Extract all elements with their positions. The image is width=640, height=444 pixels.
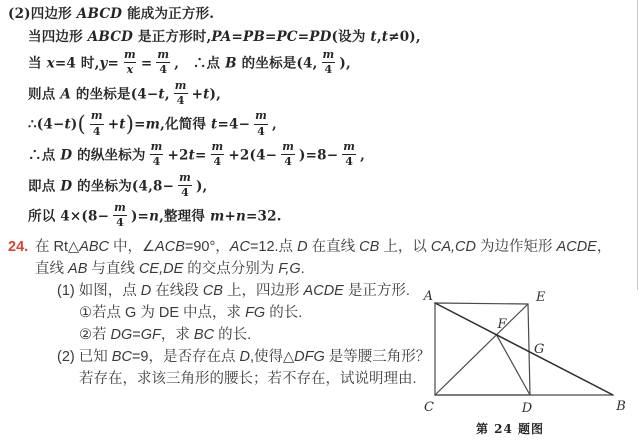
- text-run: ,整理得: [159, 208, 210, 225]
- math-var: t: [370, 29, 377, 45]
- text-run: ②若: [79, 327, 111, 343]
- text-run: 若存在，求该三角形的腰长；若不存在，试说明理由.: [79, 371, 417, 387]
- math-var: DG: [110, 327, 133, 343]
- math-var: PA: [211, 29, 232, 45]
- text-run: 是正方形时,: [133, 29, 212, 45]
- text-run: =4 时,: [54, 55, 100, 72]
- math-var: D: [297, 239, 308, 255]
- math-var: m: [209, 208, 225, 225]
- math-var: CA,CD: [430, 239, 476, 255]
- solution-line: [8, 50, 453, 78]
- solution-line: [8, 4, 453, 24]
- solution-line: [8, 170, 453, 201]
- text-run: ∴点: [28, 147, 61, 164]
- fraction: $\frac{m}{4}$: [90, 109, 103, 138]
- fraction: $\frac{m}{4}$: [157, 48, 170, 77]
- fraction: $\frac{m}{4}$: [322, 48, 335, 77]
- fraction: $\frac{m}{x}$: [124, 48, 136, 77]
- solution-line: [8, 203, 453, 231]
- problem-line: [8, 239, 636, 255]
- text-run: =12.点: [249, 239, 298, 255]
- problem-line: [8, 261, 636, 277]
- text-run: 的长.: [265, 305, 303, 321]
- fraction: $\frac{m}{4}$: [282, 139, 295, 169]
- math-var: ABCD: [76, 6, 123, 22]
- text-run: (1) 如图，点: [57, 283, 141, 299]
- text-run: (2)四边形: [8, 6, 77, 22]
- text-run: ∴(4−: [28, 116, 65, 133]
- math-var: GF: [140, 327, 161, 343]
- text-run: 当四边形: [28, 29, 88, 45]
- text-run: 在线段: [151, 283, 203, 299]
- vertex-label-D: D: [521, 401, 533, 416]
- math-var: D: [140, 283, 152, 299]
- math-var: ACDE: [556, 239, 597, 255]
- math-var: ABC: [79, 239, 110, 255]
- big-paren: (: [77, 111, 86, 136]
- text-run: 即点: [28, 177, 61, 194]
- text-run: ,: [271, 116, 277, 133]
- text-run: ,: [164, 85, 170, 102]
- text-run: 的交点分别为: [183, 261, 279, 277]
- fraction: $\frac{m}{4}$: [179, 170, 191, 199]
- math-var: BC: [193, 327, 215, 343]
- text-run: 的纵坐标为: [72, 147, 146, 164]
- math-var: CE,DE: [138, 261, 184, 277]
- text-run: =: [195, 147, 207, 164]
- fraction: $\frac{m}{4}$: [150, 139, 163, 169]
- text-run: +2: [167, 147, 189, 164]
- math-var: t: [119, 116, 126, 133]
- text-run: ≠0),: [388, 29, 421, 45]
- text-run: )=: [130, 208, 150, 225]
- math-var: A: [60, 85, 71, 102]
- text-run: =: [132, 327, 141, 343]
- text-run: )=8−: [299, 147, 339, 164]
- figure-caption: 第 24 题图: [475, 422, 545, 436]
- text-run: =: [140, 55, 153, 72]
- vertex-label-G: G: [534, 342, 545, 357]
- text-run: +: [107, 116, 120, 133]
- solution-block: [8, 4, 453, 234]
- math-var: y: [99, 55, 108, 72]
- text-run: ),: [195, 177, 208, 194]
- math-var: n: [236, 208, 247, 225]
- text-run: 与直线: [87, 261, 139, 277]
- text-run: 是等腰三角形？: [324, 349, 431, 365]
- math-var: PD: [309, 29, 332, 45]
- text-run: =4−: [217, 116, 251, 133]
- text-run: 中，∠: [109, 239, 156, 255]
- solution-line: [8, 78, 453, 109]
- text-run: ),: [339, 55, 351, 72]
- math-var: x: [46, 55, 55, 72]
- vertex-label-C: C: [424, 400, 434, 415]
- solution-line: [8, 139, 453, 170]
- text-run: +2(4−: [228, 147, 278, 164]
- math-var: D: [239, 349, 250, 365]
- page-edge-line: [637, 0, 638, 290]
- math-var: CB: [202, 283, 223, 299]
- text-run: ,: [376, 29, 382, 45]
- text-run: 当: [28, 55, 47, 72]
- solution-line: [8, 111, 453, 139]
- math-var: t: [158, 85, 165, 102]
- text-run: +: [191, 85, 204, 102]
- math-var: n: [149, 208, 160, 225]
- problem-number: 24.: [8, 239, 29, 255]
- math-var: ACDE: [303, 283, 344, 299]
- text-run: =: [264, 29, 277, 45]
- text-run: 的坐标是(4−: [71, 85, 159, 102]
- text-run: =: [134, 116, 146, 133]
- text-run: 的长.: [214, 327, 252, 343]
- fraction: $\frac{m}{4}$: [211, 139, 224, 169]
- text-run: 的坐标为(4,8−: [72, 177, 175, 194]
- text-run: 是正方形.: [343, 283, 410, 299]
- text-run: 则点: [28, 85, 61, 102]
- text-run: =: [107, 55, 120, 72]
- text-run: ,使得△: [249, 349, 295, 365]
- text-run: ，求: [160, 327, 194, 343]
- line-CE: [435, 304, 528, 395]
- text-run: ): [70, 116, 78, 133]
- text-run: ,化简得: [160, 116, 212, 133]
- text-run: =: [297, 29, 310, 45]
- figure-24-diagram: [415, 283, 640, 443]
- text-run: =9，是否存在点: [131, 349, 240, 365]
- vertex-label-B: B: [616, 399, 626, 414]
- math-var: AB: [68, 261, 88, 277]
- math-var: ABCD: [87, 29, 134, 45]
- fraction: $\frac{m}{4}$: [174, 78, 187, 107]
- math-var: t: [188, 147, 196, 164]
- vertex-label-F: F: [497, 317, 507, 332]
- text-run: 能成为正方形.: [122, 6, 215, 22]
- text-run: 所以 4×(8−: [28, 208, 110, 225]
- text-run: ),: [209, 85, 222, 102]
- math-var: t: [64, 116, 71, 133]
- math-var: t: [211, 116, 218, 133]
- text-run: =32.: [246, 208, 282, 225]
- text-run: =90°，: [184, 239, 230, 255]
- math-var: m: [145, 116, 161, 133]
- fraction: $\frac{m}{4}$: [255, 109, 267, 138]
- solution-line: [8, 27, 453, 47]
- big-paren: ): [125, 111, 135, 136]
- vertex-label-A: A: [423, 289, 433, 304]
- text-run: 的坐标是(4,: [236, 55, 318, 72]
- text-run: 为边作矩形: [475, 239, 557, 255]
- math-var: ACB: [155, 239, 185, 255]
- line-AB: [435, 303, 613, 395]
- math-var: t: [203, 85, 210, 102]
- text-run: +: [224, 208, 236, 225]
- math-var: B: [225, 55, 237, 72]
- text-run: ,: [360, 147, 366, 164]
- text-run: =: [231, 29, 243, 45]
- text-run: ，: [596, 239, 612, 255]
- text-run: 在 Rt△: [35, 239, 80, 255]
- math-var: F,G: [278, 261, 301, 277]
- math-var: BC: [111, 349, 132, 365]
- text-run: ①若点 G 为 DE 中点，求: [79, 305, 246, 321]
- math-var: PC: [276, 29, 298, 45]
- math-var: D: [60, 177, 73, 194]
- math-var: PB: [242, 29, 265, 45]
- math-var: t: [381, 29, 389, 45]
- text-run: (设为: [331, 29, 371, 45]
- text-run: 在直线: [307, 239, 360, 255]
- text-run: 上，四边形: [222, 283, 304, 299]
- text-run: , ∴点: [174, 55, 226, 72]
- text-run: (2) 已知: [57, 349, 112, 365]
- fraction: $\frac{m}{4}$: [343, 139, 356, 169]
- math-var: D: [60, 147, 73, 164]
- text-run: 直线: [35, 261, 69, 277]
- fraction: $\frac{m}{4}$: [114, 201, 126, 230]
- math-var: CB: [359, 239, 380, 255]
- text-run: 上，以: [379, 239, 431, 255]
- math-var: FG: [245, 305, 266, 321]
- text-run: .: [300, 261, 305, 277]
- math-var: DFG: [294, 349, 325, 365]
- vertex-label-E: E: [536, 290, 546, 305]
- math-var: AC: [229, 239, 250, 255]
